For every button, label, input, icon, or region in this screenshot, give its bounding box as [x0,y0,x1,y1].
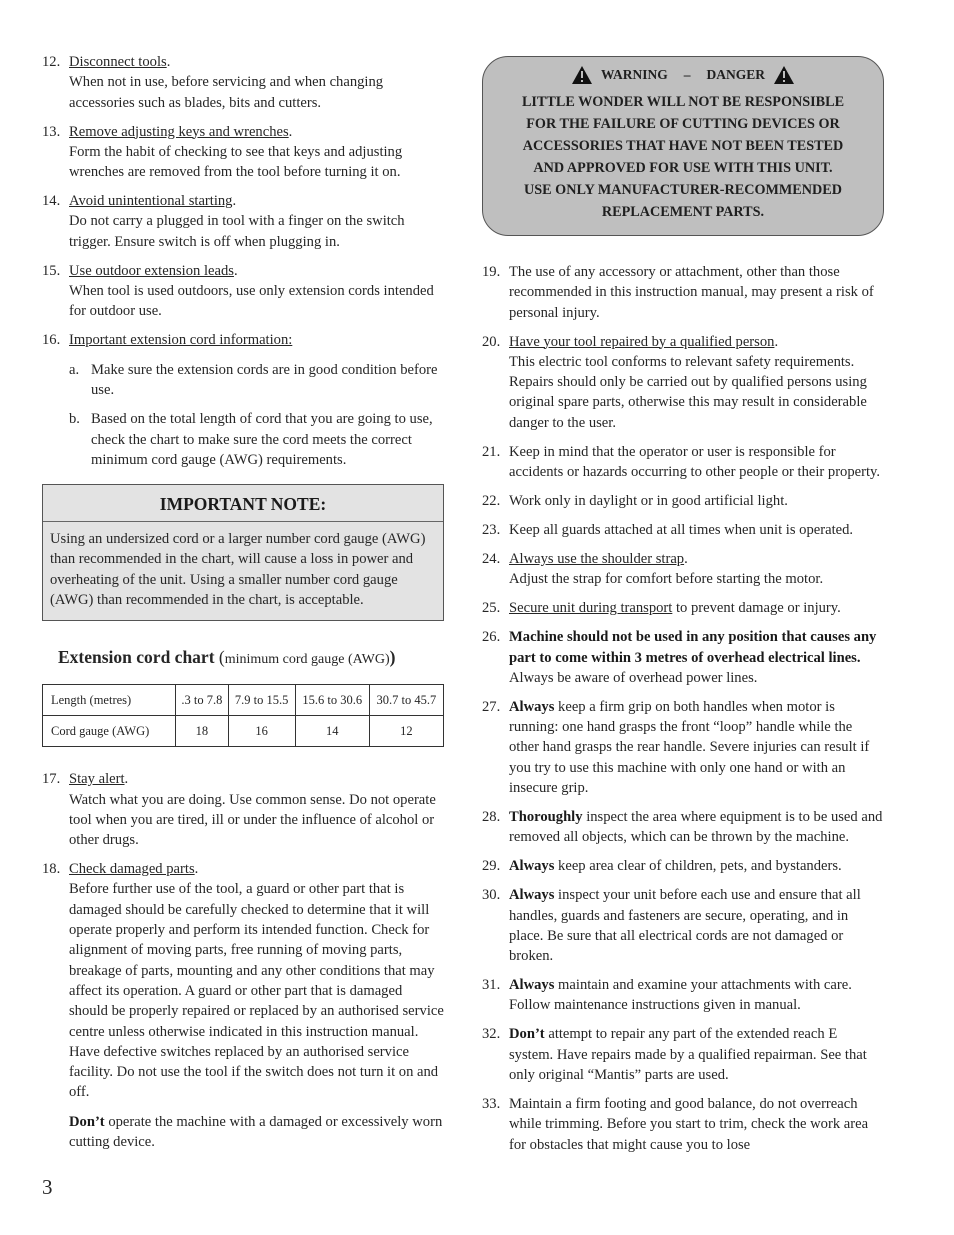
item-title: Secure unit during transport [509,600,673,617]
sub-item-a [69,360,444,401]
table-cell: 30.7 to 45.7 [369,685,443,716]
safety-item-20: 20. Have your tool repaired by a qualified person. This electric tool conforms to relevant safety requirements. Repairs should only be carried out by qualified persons using original spare parts, otherwise this may result in considerable danger to the user. [482,333,867,431]
safety-item-25 [482,598,884,618]
item-title: Check damaged parts [69,861,195,878]
item-title: Important extension cord information: [69,332,293,349]
item-text: When not in use, before servicing and when changing accessories such as blades, bits and cutters. [69,74,384,111]
safety-item-30 [482,885,884,966]
item-text: Form the habit of checking to see that keys and adjusting wrenches are removed from the tool before turning it on. [69,143,403,181]
safety-item-23 [482,520,884,540]
item-title: Disconnect tools [69,54,167,70]
safety-item-18: 18. Check damaged parts. Before further use of the tool, a guard or other part that is damaged should be carefully checked to determine that it will operate properly and perform its intended function. Check for alignment of moving parts, free running of moving parts, breakage of parts, mounting and any other conditions that may affect its operation. A guard or other part that is damaged should be properly repaired or replaced by an authorised service centre unless otherwise indicated in this instruction manual. Have defective switches replaced by an authorised service facility. Do not use the tool if the switch does not turn it on and off. Don’t operate the machine with a damaged or excessively worn cutting device. [42,859,444,1152]
item-text: attempt to repair any part of the extended reach E system. Have repairs made by a qualified repairman. See that only original “Mantis” parts are used. [509,1026,867,1084]
item-bold-text: Don’t [509,1026,545,1043]
safety-item-12: 12. Disconnect tools. When not in use, before servicing and when changing accessories such as blades, bits and cutters. [42,54,384,111]
item-number: 14. [42,193,61,210]
item-text: inspect your unit before each use and ensure that all handles, guards and fasteners are secure, operating, and in place. Be sure that all electrical cords are not damaged or broken. [509,887,861,965]
item-number: 18. [42,861,61,878]
item-bold-text: Thoroughly [509,809,583,826]
table-cell: 14 [295,716,369,747]
warning-line: USE ONLY MANUFACTURER-RECOMMENDED [524,182,842,198]
safety-item-15: 15. Use outdoor extension leads. When tool is used outdoors, use only extension cords intended for outdoor use. [42,262,434,320]
item-text: Always be aware of overhead power lines. [509,669,758,686]
left-column [42,52,444,1161]
item-number: 16. [42,332,61,349]
item-bold-text: Always [509,887,555,904]
item-paragraph: Don’t operate the machine with a damaged or excessively worn cutting device. [69,1113,443,1151]
sub-item-text: Make sure the extension cords are in good condition before use. [91,361,438,398]
table-cell: 12 [369,716,443,747]
item-number: 21. [482,443,501,460]
safety-item-22 [482,491,884,511]
item-number: 24. [482,551,501,567]
item-number: 13. [42,123,61,140]
safety-item-26 [482,627,884,688]
table-row-label: Length (metres) [43,685,176,716]
item-title: Avoid unintentional starting [69,193,233,210]
item-number: 27. [482,698,501,715]
table-cell: .3 to 7.8 [176,685,229,716]
table-row [43,685,444,716]
item-text: to prevent damage or injury. [672,600,841,617]
extension-cord-table [42,684,444,747]
table-cell: 15.6 to 30.6 [295,685,369,716]
table-cell: 16 [228,716,295,747]
warning-line: LITTLE WONDER WILL NOT BE RESPONSIBLE [521,94,845,110]
item-text: Before further use of the tool, a guard or other part that is damaged should be carefully checked to determine that it will operate properly and perform its intended function. Check for alignment of moving parts, free running of moving parts, breakage of parts, mounting and any other conditions that may affect its operation. A guard or other part that is damaged should be properly repaired or replaced by an authorised service centre unless otherwise indicated in this instruction manual. Have defective switches replaced by an authorised service facility. Do not use the tool if the switch does not turn it on and off. [69,881,444,1101]
item-title: Remove adjusting keys and wrenches [69,123,289,140]
item-text: Keep in mind that the operator or user is responsible for accidents or hazards occurring to other people or their property. [509,443,881,481]
item-number: 33. [482,1096,501,1113]
item-text: Work only in daylight or in good artificial light. [509,493,788,510]
item-title: Stay alert [69,771,125,788]
safety-item-29 [482,856,884,876]
item-bold-text: Always [509,698,555,715]
item-number: 25. [482,600,501,617]
item-number: 32. [482,1026,501,1043]
safety-item-33 [482,1094,884,1155]
item-number: 29. [482,858,501,875]
important-note-title: IMPORTANT NOTE: [159,494,327,515]
safety-item-19 [482,262,884,323]
item-title: Have your tool repaired by a qualified person [509,333,775,350]
item-text: The use of any accessory or attachment, other than those recommended in this instruction manual, may present a risk of personal injury. [509,264,874,321]
safety-item-32 [482,1024,884,1085]
important-note-text: Using an undersized cord or a larger number cord gauge (AWG) than recommended in the chart, will cause a loss in power and overheating of the unit. Using a smaller number cord gauge (AWG) than recommended in the chart, is acceptable. [50,531,426,608]
item-text: keep area clear of children, pets, and bystanders. [554,858,842,875]
safety-item-27 [482,697,884,798]
item-text: Do not carry a plugged in tool with a finger on the switch trigger. Ensure switch is off when plugging in. [69,213,405,250]
sub-item-letter: a. [69,361,80,378]
item-bold-text: Always [509,858,555,875]
important-note-box [42,484,444,621]
item-text: Keep all guards attached at all times when unit is operated. [509,522,854,539]
warning-header: WARNING – DANGER [493,64,873,86]
safety-item-13: 13. Remove adjusting keys and wrenches. Form the habit of checking to see that keys and adjusting wrenches are removed from the tool before turning it on. [42,123,403,181]
page-number: 3 [42,1175,53,1199]
extension-cord-chart-title: Extension cord chart (minimum cord gauge (AWG)) [58,647,396,668]
right-column [482,56,884,1164]
item-bold-text: Machine should not be used in any position that causes any part to come within 3 metres of overhead electrical lines. [509,629,877,666]
sub-item-b [69,409,444,470]
item-number: 31. [482,977,501,994]
item-number: 20. [482,333,501,350]
sub-item-text: Based on the total length of cord that you are going to use, check the chart to make sure the cord meets the correct minimum cord gauge (AWG) requirements. [91,411,433,468]
item-text: Maintain a firm footing and good balance, do not overreach while trimming. Before you start to trim, check the work area for obstacles that might cause you to lose [509,1096,869,1153]
warning-triangle-icon [571,65,593,85]
safety-item-24: 24. Always use the shoulder strap. Adjust the strap for comfort before starting the motor. [482,551,824,588]
item-title: Use outdoor extension leads [69,262,234,279]
item-text: Watch what you are doing. Use common sense. Do not operate tool when you are tired, ill or under the influence of alcohol or other drugs. [69,791,436,849]
safety-item-16 [42,330,444,470]
item-text: keep a firm grip on both handles when motor is running: one hand grasps the front “loop” handle while the other hand grasps the rear handle. Severe injuries can result if you try to use this machine with only one hand or with an insecure grip. [509,698,870,797]
item-number: 12. [42,54,61,70]
item-text: Adjust the strap for comfort before starting the motor. [509,571,824,588]
table-cell: 18 [176,716,229,747]
divider [43,521,443,522]
item-number: 22. [482,493,501,510]
warning-line: FOR THE FAILURE OF CUTTING DEVICES OR [526,116,840,132]
item-number: 15. [42,262,61,279]
safety-item-17: 17. Stay alert. Watch what you are doing. Use common sense. Do not operate tool when you are tired, ill or under the influence of alcohol or other drugs. [42,771,436,849]
item-number: 23. [482,522,501,539]
item-number: 28. [482,809,501,826]
item-bold-text: Always [509,977,555,994]
table-cell: 7.9 to 15.5 [228,685,295,716]
warning-line: REPLACEMENT PARTS. [601,204,765,220]
item-number: 17. [42,771,61,788]
item-text: When tool is used outdoors, use only extension cords intended for outdoor use. [69,283,434,320]
item-text: inspect the area where equipment is to be used and removed all objects, which can be thrown by the machine. [509,809,883,846]
warning-triangle-icon [773,65,795,85]
item-title: Always use the shoulder strap [509,551,685,567]
warning-danger-box [482,56,884,236]
warning-line: ACCESSORIES THAT HAVE NOT BEEN TESTED [522,138,844,154]
safety-item-28 [482,807,884,848]
item-number: 30. [482,887,501,904]
warning-line: AND APPROVED FOR USE WITH THIS UNIT. [533,160,833,176]
sub-item-letter: b. [69,411,80,428]
item-number: 19. [482,264,501,280]
safety-item-14: 14. Avoid unintentional starting. Do not carry a plugged in tool with a finger on the switch trigger. Ensure switch is off when plugging in. [42,193,405,250]
item-text: maintain and examine your attachments with care. Follow maintenance instructions given in manual. [509,977,852,1014]
table-row [43,716,444,747]
safety-item-31 [482,975,884,1016]
table-row-label: Cord gauge (AWG) [43,716,176,747]
item-number: 26. [482,629,501,646]
safety-item-21 [482,442,884,483]
item-text: This electric tool conforms to relevant safety requirements. Repairs should only be carried out by qualified persons using original spare parts, otherwise this may result in considerable danger to the user. [509,353,867,431]
